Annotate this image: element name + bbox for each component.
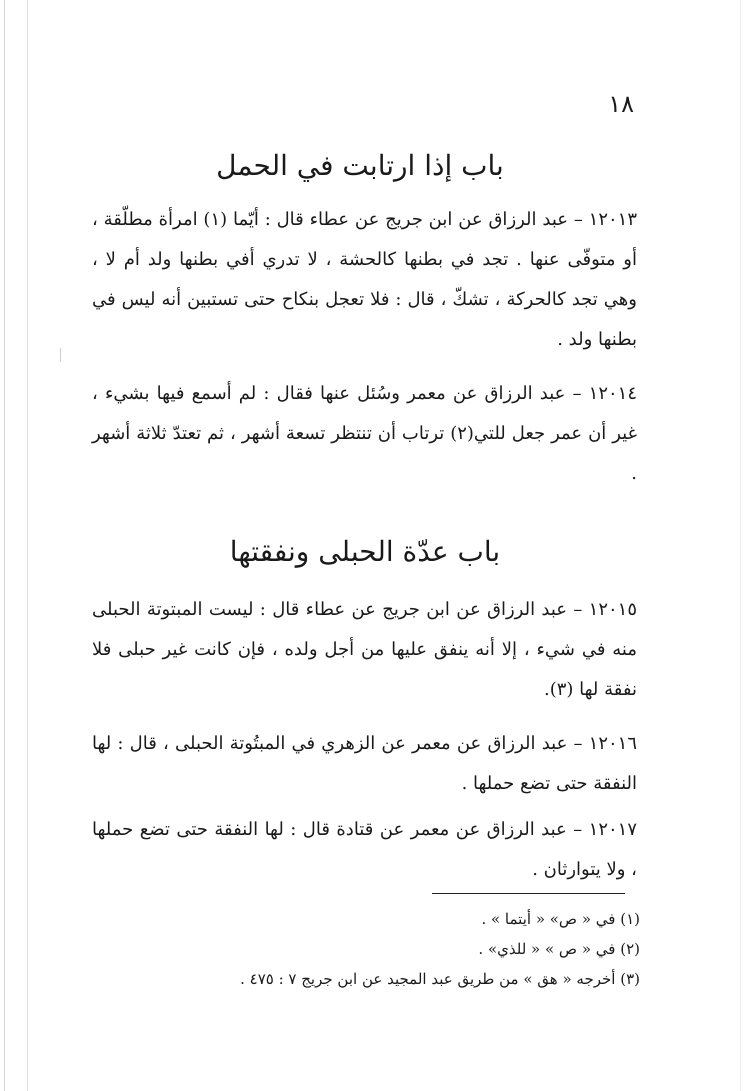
hadith-12014 bbox=[92, 374, 637, 494]
footnote-1: (١) في « ص» « أيتما » . bbox=[481, 910, 640, 928]
footnote-divider bbox=[432, 893, 625, 894]
footnote-3: (٣) أخرجه « هق » من طريق عبد المجيد عن ابن جريج ٧ : ٤٧٥ . bbox=[240, 970, 640, 988]
chapter-heading-pregnant-iddah: باب عدّة الحبلى ونفقتها bbox=[229, 535, 501, 568]
hadith-12017 bbox=[92, 810, 637, 890]
scan-margin-line bbox=[4, 0, 5, 1091]
page-number: ١٨ bbox=[608, 90, 634, 118]
scan-mark bbox=[60, 348, 61, 362]
hadith-text: ١٢٠١٤ – عبد الرزاق عن معمر وسُئل عنها فقال : لم أسمع فيها بشيء ، غير أن عمر جعل للتي(٢) ترتاب أن تنتظر تسعة أشهر ، ثم تعتدّ ثلاثة أشهر . bbox=[92, 383, 637, 484]
hadith-text: ١٢٠١٥ – عبد الرزاق عن ابن جريج عن عطاء قال : ليست المبتوتة الحبلى منه في شيء ، إلا أنه ينفق عليها من أجل ولده ، فإن كانت غير حبلى فلا نفقة لها (٣). bbox=[92, 599, 637, 700]
chapter-heading-doubt-pregnancy: باب إذا ارتابت في الحمل bbox=[216, 149, 504, 182]
hadith-12013 bbox=[92, 200, 637, 360]
scan-margin-line bbox=[27, 0, 28, 1091]
hadith-text: ١٢٠١٧ – عبد الرزاق عن معمر عن قتادة قال : لها النفقة حتى تضع حملها ، ولا يتوارثان . bbox=[92, 819, 637, 880]
hadith-text: ١٢٠١٦ – عبد الرزاق عن معمر عن الزهري في المبتُوتة الحبلى ، قال : لها النفقة حتى تضع حملها . bbox=[92, 733, 637, 794]
hadith-text: ١٢٠١٣ – عبد الرزاق عن ابن جريج عن عطاء قال : أيّما (١) امرأة مطلّقة ، أو متوفّى عنها . تجد في بطنها كالحشة ، لا تدري أفي بطنها ولد أم لا ، وهي تجد كالحركة ، تشكّ ، قال : فلا تعجل بنكاح حتى تستبين أنه ليس في بطنها ولد . bbox=[92, 209, 637, 350]
hadith-12016 bbox=[92, 724, 637, 804]
footnote-2: (٢) في « ص » « للذي» . bbox=[478, 940, 640, 958]
scan-margin-line bbox=[740, 0, 741, 1091]
hadith-12015 bbox=[92, 590, 637, 710]
footnotes bbox=[165, 904, 640, 994]
